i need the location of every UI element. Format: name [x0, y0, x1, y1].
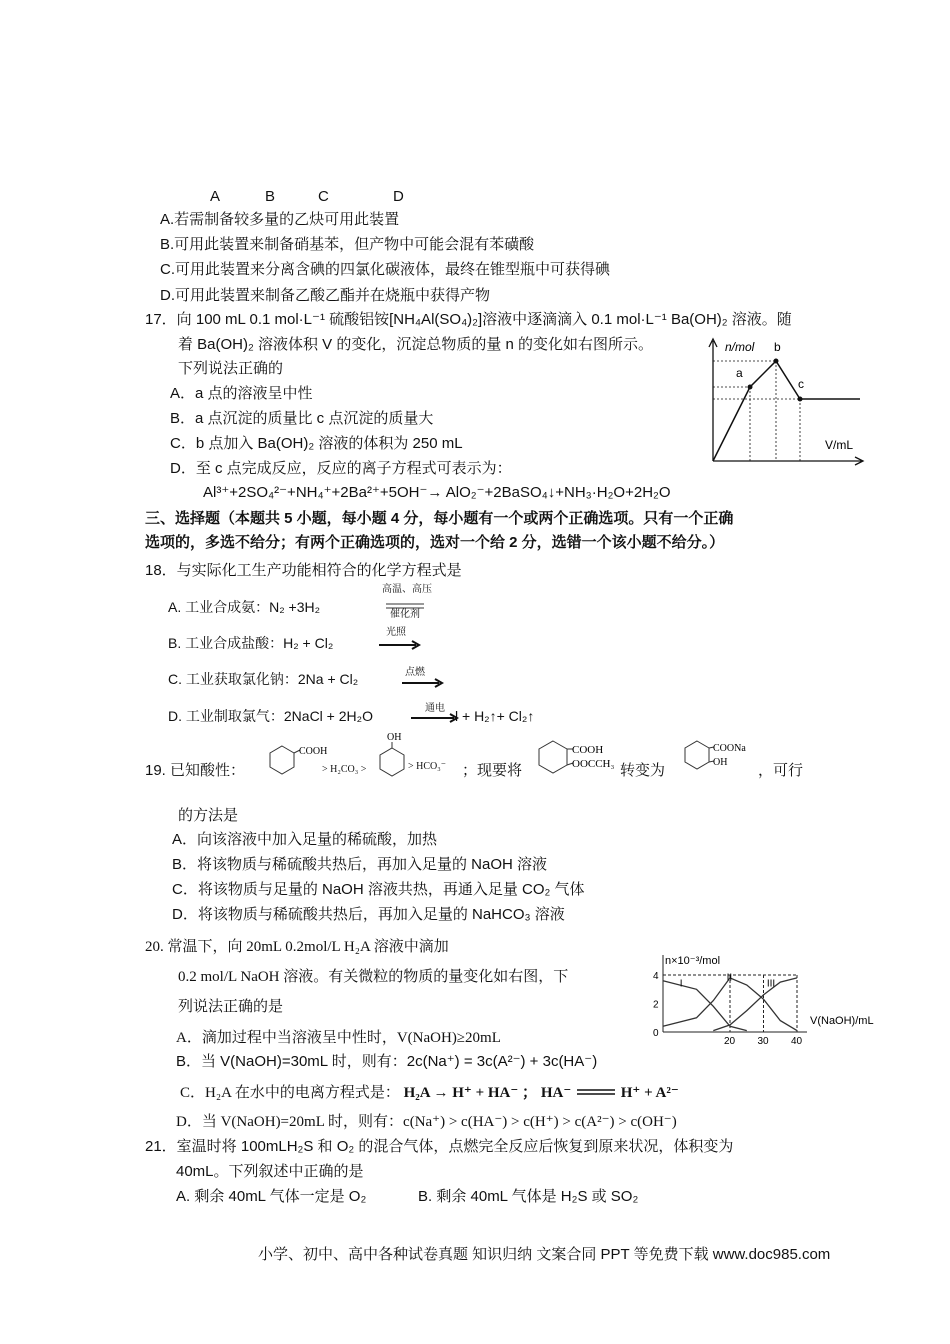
- q21-option-a: A. 剩余 40mL 气体一定是 O₂: [176, 1188, 367, 1205]
- sodium-salicylate-structure: [677, 735, 762, 780]
- q18-option-a: A. 工业合成氨：N₂ +3H₂: [168, 599, 321, 615]
- section-3-heading-1: 三、选择题（本题共 5 小题，每小题 4 分，每小题有一个或两个正确选项。只有一个正确: [145, 510, 734, 527]
- q21-stem-2: 40mL。下列叙述中正确的是: [176, 1163, 364, 1180]
- point-c-label: c: [798, 377, 804, 391]
- q20-c-eq2-left: HA⁻: [540, 1085, 572, 1101]
- svg-text:OOCCH₃: OOCCH₃: [572, 758, 615, 770]
- curve-label: III: [766, 978, 776, 990]
- q17-option-d: D．至 c 点完成反应，反应的离子方程式可表示为：: [170, 460, 512, 477]
- equilibrium-arrow-icon: [575, 1087, 617, 1097]
- point-b-label: b: [774, 340, 781, 354]
- q19-stem-2: 的方法是: [178, 807, 239, 824]
- q21-stem-1: 21．室温时将 100mLH₂S 和 O₂ 的混合气体，点燃完全反应后恢复到原来状况，体积变为: [145, 1138, 734, 1155]
- x-axis-label: V(NaOH)/mL: [810, 1015, 874, 1027]
- section-3-heading-2: 选项的，多选不给分；有两个正确选项的，选对一个给 2 分，选错一个该小题不给分。）: [145, 534, 725, 551]
- point-b: [774, 359, 779, 364]
- q18-a-condition-below: 催化剂: [390, 609, 420, 620]
- q18-stem: 18．与实际化工生产功能相符合的化学方程式是: [145, 562, 462, 579]
- q20-stem-2: 0.2 mol/L NaOH 溶液。有关微粒的物质的量变化如右图，下: [178, 969, 569, 985]
- q20-stem-1: 20. 常温下，向 20mL 0.2mol/L H₂A 溶液中滴加: [145, 939, 449, 955]
- y-axis-label: n×10⁻³/mol: [665, 955, 721, 967]
- arrow-icon: [401, 678, 445, 688]
- q20-option-a: A．滴加过程中当溶液呈中性时，V(NaOH)≥20mL: [176, 1030, 501, 1046]
- q17-option-b: B．a 点沉淀的质量比 c 点沉淀的质量大: [170, 410, 434, 427]
- point-a-label: a: [736, 366, 743, 380]
- aspirin-structure: [533, 735, 618, 780]
- apparatus-label-a: A: [210, 188, 221, 205]
- q18-a-condition-above: 高温、高压: [382, 584, 432, 595]
- q19-gt-h2co3: > H₂CO₃ >: [322, 764, 367, 775]
- q21-option-b: B. 剩余 40mL 气体是 H₂S 或 SO₂: [418, 1188, 639, 1205]
- q18-c-condition: 点燃: [405, 667, 425, 678]
- q19-to-text: 转变为: [620, 762, 666, 779]
- curve-label: I: [679, 978, 683, 990]
- q18-d-condition: 通电: [425, 703, 445, 714]
- q18-option-d: D. 工业制取氯气：2NaCl + 2H₂O: [168, 708, 373, 724]
- q20-c-eq1: H₂A → H⁺ + HA⁻ ；: [403, 1085, 538, 1101]
- arrow-icon: [378, 640, 422, 650]
- x-tick-label: 20: [724, 1036, 736, 1045]
- q20-chart: [645, 950, 890, 1045]
- q18-b-condition: 光照: [386, 627, 406, 638]
- q20-option-b: B．当 V(NaOH)=30mL 时，则有：2c(Na⁺) = 3c(A²⁻) + 3c(HA⁻): [176, 1053, 598, 1070]
- q19-mid-text: ；现要将: [462, 762, 523, 779]
- apparatus-label-c: C: [318, 188, 329, 205]
- q17-graph: [700, 335, 870, 470]
- svg-text:COONa: COONa: [713, 743, 746, 754]
- y-tick-label: 4: [653, 971, 659, 982]
- x-axis-label: V/mL: [825, 438, 854, 452]
- x-tick-label: 40: [791, 1036, 803, 1045]
- q17-stem-1: 17．向 100 mL 0.1 mol·L⁻¹ 硫酸铝铵[NH₄Al(SO₄)₂]溶液中逐滴滴入 0.1 mol·L⁻¹ Ba(OH)₂ 溶液。随: [145, 311, 792, 328]
- q19-option-d: D．将该物质与稀硫酸共热后，再加入足量的 NaHCO₃ 溶液: [172, 906, 565, 923]
- svg-text:COOH: COOH: [299, 746, 328, 757]
- apparatus-label-b: B: [265, 188, 276, 205]
- svg-text:COOH: COOH: [572, 744, 604, 756]
- q17-option-c: C．b 点加入 Ba(OH)₂ 溶液的体积为 250 mL: [170, 435, 463, 452]
- arrow-icon: [410, 713, 460, 723]
- q18-d-products: l + H₂↑+ Cl₂↑: [455, 708, 535, 724]
- q16-option-b: B.可用此装置来制备硝基苯，但产物中可能会混有苯磺酸: [160, 236, 535, 253]
- q20-option-d: D．当 V(NaOH)=20mL 时，则有：c(Na⁺) > c(HA⁻) > c(H⁺) > c(A²⁻) > c(OH⁻): [176, 1114, 677, 1130]
- q17-equation: Al³⁺+2SO₄²⁻+NH₄⁺+2Ba²⁺+5OH⁻→ AlO₂⁻+2BaSO₄↓+NH₃·H₂O+2H₂O: [203, 484, 671, 501]
- curve-label: II: [726, 972, 733, 984]
- q19-end-text: ，可行: [758, 762, 804, 779]
- q18-option-c: C. 工业获取氯化钠：2Na + Cl₂: [168, 671, 359, 687]
- q16-option-a: A.若需制备较多量的乙炔可用此装置: [160, 211, 400, 228]
- q17-stem-3: 下列说法正确的: [178, 360, 284, 377]
- y-tick-label: 2: [653, 999, 659, 1011]
- q20-option-c: [180, 1083, 679, 1103]
- q17-stem-2: 着 Ba(OH)₂ 溶液体积 V 的变化，沉淀总物质的量 n 的变化如右图所示。: [178, 336, 654, 353]
- q16-option-c: C.可用此装置来分离含碘的四氯化碳液体，最终在锥型瓶中可获得碘: [160, 261, 611, 278]
- q18-option-b: B. 工业合成盐酸：H₂ + Cl₂: [168, 635, 334, 651]
- q19-gt-hco3: > HCO₃⁻: [408, 761, 447, 772]
- q19-option-c: C．将该物质与足量的 NaOH 溶液共热，再通入足量 CO₂ 气体: [172, 881, 585, 898]
- q20-c-eq2-right: H⁺ + A²⁻: [620, 1085, 679, 1101]
- footer-text: 小学、初中、高中各种试卷真题 知识归纳 文案合同 PPT 等免费下载 www.doc985.com: [258, 1246, 831, 1263]
- phenol-structure: [372, 730, 412, 780]
- svg-text:OH: OH: [387, 732, 402, 743]
- point-a: [748, 385, 753, 390]
- q16-option-d: D.可用此装置来制备乙酸乙酯并在烧瓶中获得产物: [160, 287, 491, 304]
- q20-c-prefix: C．H₂A 在水中的电离方程式是：: [180, 1085, 400, 1101]
- point-c: [798, 397, 803, 402]
- svg-text:OH: OH: [713, 757, 728, 768]
- apparatus-label-d: D: [393, 188, 404, 205]
- y-axis-label: n/mol: [725, 340, 755, 354]
- q19-option-b: B．将该物质与稀硫酸共热后，再加入足量的 NaOH 溶液: [172, 856, 548, 873]
- q17-option-a: A．a 点的溶液呈中性: [170, 385, 313, 402]
- q19-option-a: A．向该溶液中加入足量的稀硫酸，加热: [172, 831, 438, 848]
- q19-stem-prefix: 19. 已知酸性：: [145, 762, 246, 779]
- x-tick-label: 30: [757, 1036, 769, 1045]
- q20-stem-3: 列说法正确的是: [178, 999, 284, 1015]
- y-tick-label: 0: [653, 1028, 659, 1039]
